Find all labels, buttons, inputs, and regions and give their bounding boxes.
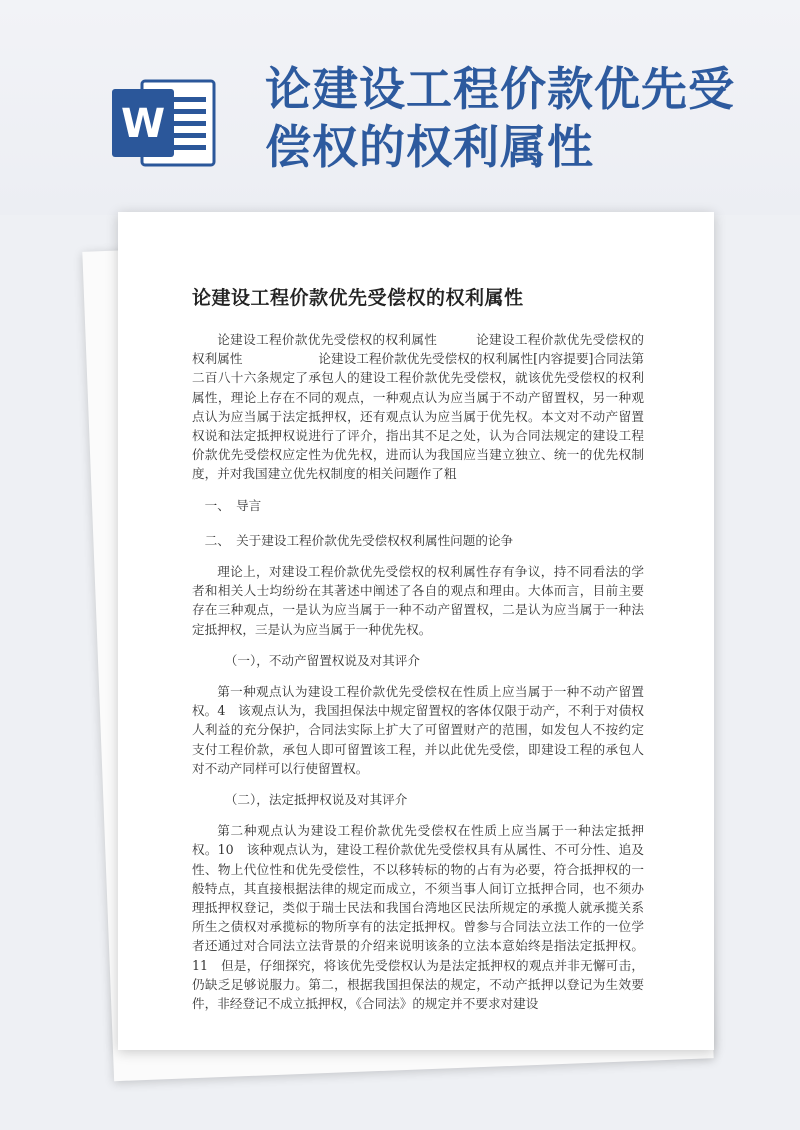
section-heading-2: 二、 关于建设工程价款优先受偿权权利属性问题的论争 bbox=[204, 532, 514, 548]
paragraph-3: 第二种观点认为建设工程价款优先受偿权在性质上应当属于一种法定抵押权。10 该种观点认为，建设工程价款优先受偿权具有从属性、不可分性、追及性、物上代位性和优先受偿性，不以移转标的物的占有为必要，符合抵押权的一般特点，其直接根据法律的规定而成立，不须当事人间订立抵押合同，也不须办理抵押权登记，类似于瑞士民法和我国台湾地区民法所规定的承揽人就承揽关系所生之债权对承揽标的物所享有的法定抵押权。曾参与合同法立法工作的一位学者还通过对合同法立法背景的介绍来说明该条的立法本意始终是指法定抵押权。11 但是，仔细探究，将该优先受偿权认为是法定抵押权的观点并非无懈可击，仍缺乏足够说服力。第二，根据我国担保法的规定，不动产抵押以登记为生效要件，非经登记不成立抵押权，《合同法》的规定并不要求对建设 bbox=[192, 823, 644, 1012]
document-body bbox=[192, 330, 644, 1013]
word-document-icon bbox=[110, 75, 220, 170]
abstract-paragraph: 论建设工程价款优先受偿权的权利属性 论建设工程价款优先受偿权的权利属性 论建设工程价款优先受偿权的权利属性[内容提要]合同法第二百八十六条规定了承包人的建设工程价款优先受偿权，就该优先受偿权的权利属性，理论上存在不同的观点，一种观点认为应当属于不动产留置权，另一种观点认为应当属于法定抵押权，还有观点认为应当属于优先权。本文对不动产留置权说和法定抵押权说进行了评介，指出其不足之处，认为合同法规定的建设工程价款优先受偿权应定性为优先权，进而认为我国应当建立独立、统一的优先权制度，并对我国建立优先权制度的相关问题作了粗 bbox=[192, 332, 644, 482]
banner-title-line2: 偿权的权利属性 bbox=[265, 120, 594, 174]
paragraph-2: 第一种观点认为建设工程价款优先受偿权在性质上应当属于一种不动产留置权。4 该观点认为，我国担保法中规定留置权的客体仅限于动产，不利于对债权人利益的充分保护，合同法实际上扩大了可留置财产的范围，如发包人不按约定支付工程价款，承包人即可留置该工程，并以此优先受偿，即建设工程的承包人对不动产同样可以行使留置权。 bbox=[192, 684, 644, 776]
paragraph-1: 理论上，对建设工程价款优先受偿权的权利属性存有争议，持不同看法的学者和相关人士均纷纷在其著述中阐述了各自的观点和理由。大体而言，目前主要存在三种观点，一是认为应当属于一种不动产留置权，二是认为应当属于一种法定抵押权，三是认为应当属于一种优先权。 bbox=[192, 564, 644, 637]
subsection-heading-1: （一），不动产留置权说及对其评介 bbox=[224, 652, 420, 668]
section-heading-1: 一、 导言 bbox=[204, 497, 262, 513]
logo-letter: W bbox=[120, 101, 166, 147]
banner-title-line1: 论建设工程价款优先受 bbox=[265, 62, 735, 116]
document-title: 论建设工程价款优先受偿权的权利属性 bbox=[192, 287, 524, 309]
subsection-heading-2: （二），法定抵押权说及对其评介 bbox=[224, 792, 408, 808]
banner-title bbox=[265, 60, 765, 176]
